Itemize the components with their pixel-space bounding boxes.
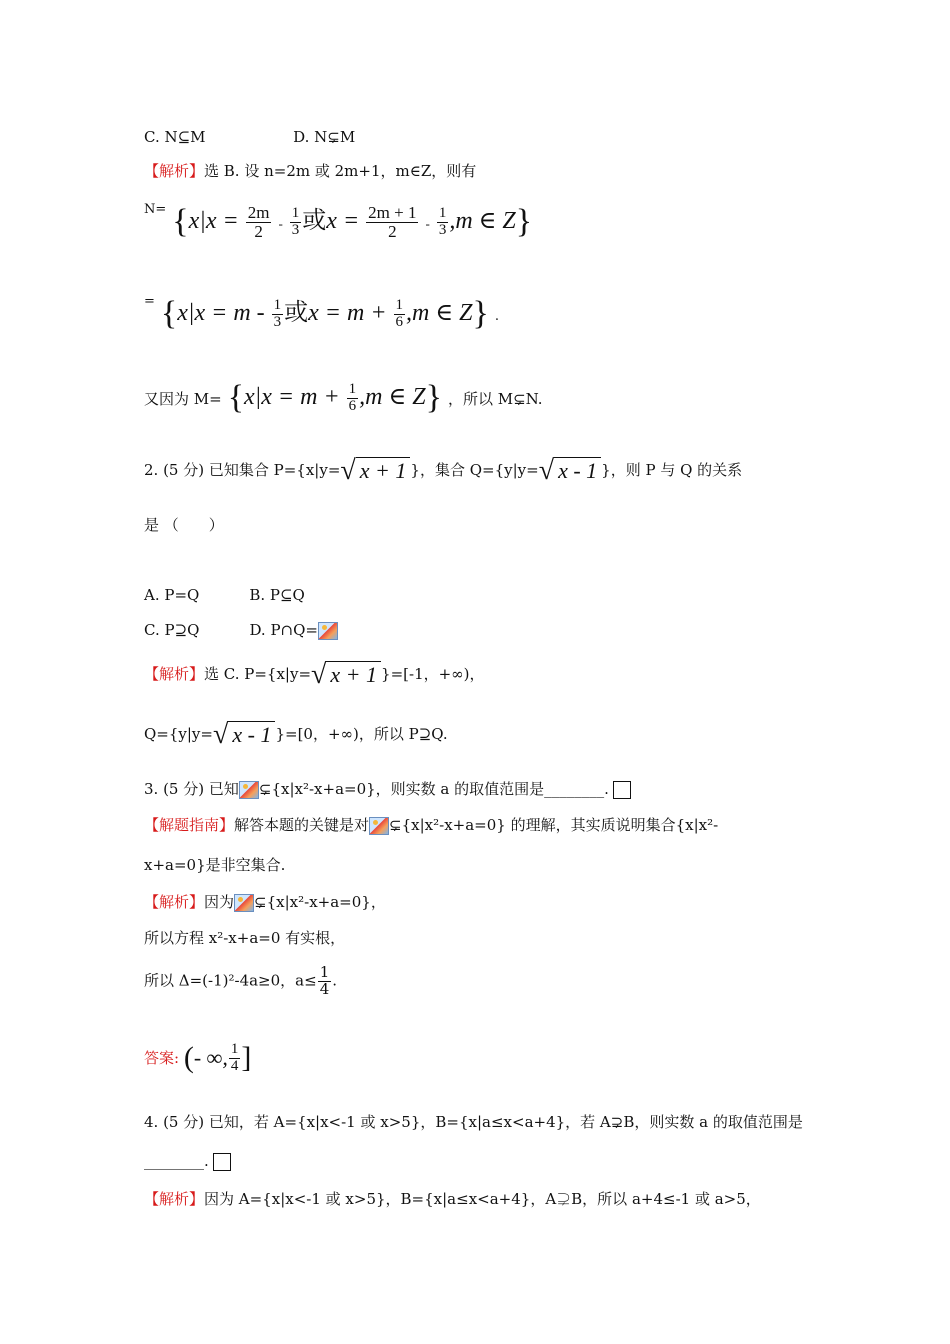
- n-set-formula: N= {x|x = $\frac{2m}{2}$ - $\frac{1}{3}$ 或x = $\frac{2m + 1}{2}$ - $\frac{1}{3}$ ,m ∈ Z}: [144, 202, 533, 241]
- q2-stem-continued: 是 （ ）: [144, 516, 224, 534]
- q1-option-d: D. N⊊M: [293, 128, 356, 146]
- q3-guide-continued: x+a=0}是非空集合.: [144, 856, 286, 874]
- q2-options-row1: A. P=Q B. P⊆Q: [144, 586, 305, 604]
- sqrt-expression: √ x - 1: [539, 454, 601, 488]
- q3-guide-line: 【解题指南】解答本题的关键是对 ⊊{x|x²-x+a=0} 的理解，其实质说明集合{x|x²-: [144, 816, 719, 834]
- sqrt-expression: √ x + 1: [311, 658, 381, 692]
- q2-analysis-q-line: Q={y|y=√ x - 1 }=[0，+∞)，所以 P⊇Q.: [144, 719, 448, 750]
- q1-analysis-line: [144, 162, 476, 180]
- q4-stem-continued: ________.: [144, 1152, 231, 1171]
- m-set-conclusion: 又因为 M= {x|x = m + $\frac{1}{6}$ ,m ∈ Z} ，所以 M⊊N.: [144, 379, 543, 416]
- q2-options-row2: C. P⊇Q D. P∩Q=: [144, 621, 338, 640]
- q1-options: [144, 128, 355, 146]
- q3-analysis-discriminant: 所以 Δ=(-1)²-4a≥0，a≤ $\frac{1}{4}$ .: [144, 963, 338, 998]
- sqrt-expression: √ x + 1: [340, 454, 410, 488]
- q2-stem: 2. (5 分) 已知集合 P={x|y=√ x + 1 }，集合 Q={y|y=√ x - 1 }，则 P 与 Q 的关系: [144, 455, 743, 486]
- simplified-set-formula: = {x|x = m - $\frac{1}{3}$ 或x = m + $\frac{1}{6}$ ,m ∈ Z} .: [144, 294, 499, 332]
- q2-analysis-line: 【解析】选 C. P={x|y=√ x + 1 }=[-1，+∞)，: [144, 659, 485, 690]
- broken-image-icon: [369, 817, 389, 835]
- analysis-tag: 【解析】: [144, 162, 205, 180]
- empty-square-icon: [213, 1153, 231, 1171]
- q1-option-c: C. N⊆M: [144, 128, 206, 146]
- q3-answer: 答案: (- ∞, $\frac{1}{4}$ ]: [144, 1040, 252, 1074]
- q4-analysis-line: 【解析】因为 A={x|x<-1 或 x>5}，B={x|a≤x<a+4}，A⊋B，所以 a+4≤-1 或 a>5，: [144, 1190, 761, 1208]
- q3-analysis-line: 【解析】因为 ⊊{x|x²-x+a=0}，: [144, 893, 386, 911]
- empty-square-icon: [613, 781, 631, 799]
- q3-analysis-roots: 所以方程 x²-x+a=0 有实根，: [144, 929, 346, 947]
- broken-image-icon: [318, 622, 338, 640]
- broken-image-icon: [239, 781, 259, 799]
- broken-image-icon: [234, 894, 254, 912]
- sqrt-expression: √ x - 1: [213, 718, 275, 752]
- q4-stem: 4. (5 分) 已知，若 A={x|x<-1 或 x>5}，B={x|a≤x<a+4}，若 A⊋B，则实数 a 的取值范围是: [144, 1113, 803, 1131]
- analysis-text: 选 B. 设 n=2m 或 2m+1，m∈Z，则有: [204, 162, 477, 180]
- q3-stem: 3. (5 分) 已知 ⊊{x|x²-x+a=0}，则实数 a 的取值范围是________.: [144, 780, 631, 799]
